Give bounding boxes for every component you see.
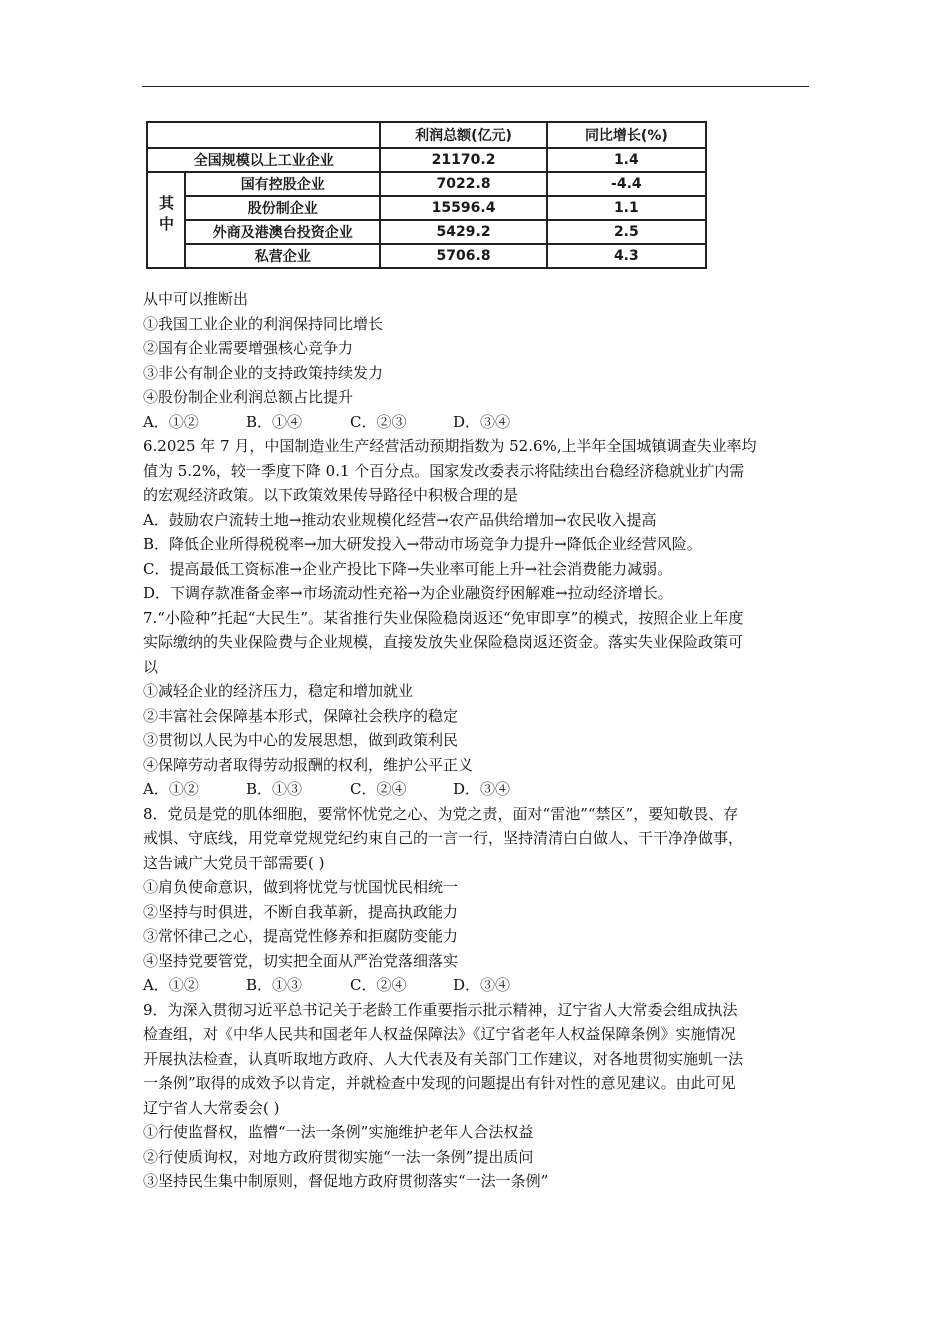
table-cell-name: 全国规模以上工业企业 bbox=[147, 148, 380, 172]
question-text-line: 8．党员是党的肌体细胞，要常怀忧党之心、为党之责，面对“雷池”“禁区”，要知敬畏、存 bbox=[143, 804, 739, 823]
question-9 bbox=[143, 998, 815, 1194]
answer-options bbox=[143, 777, 815, 802]
table-cell-profit: 21170.2 bbox=[380, 148, 546, 172]
question-content bbox=[143, 287, 815, 1194]
table-cell-growth: 1.1 bbox=[547, 196, 706, 220]
option-c[interactable]: C．②④ bbox=[350, 780, 407, 798]
option-a[interactable]: A．①② bbox=[143, 976, 199, 994]
statement-item: ②坚持与时俱进，不断自我革新，提高执政能力 bbox=[143, 902, 459, 921]
answer-options bbox=[143, 973, 815, 998]
question-text-line: 的宏观经济政策。以下政策效果传导路径中积极合理的是 bbox=[143, 486, 519, 504]
table-cell-profit: 5429.2 bbox=[380, 220, 546, 244]
option-c[interactable]: C．②④ bbox=[350, 976, 407, 994]
question-text-line: 9．为深入贯彻习近平总书记关于老龄工作重要指示批示精神，辽宁省人大常委会组成执法 bbox=[143, 1000, 738, 1019]
question-text-line: 这告诫广大党员干部需要( ) bbox=[143, 853, 325, 872]
question-text-line: 辽宁省人大常委会( ) bbox=[143, 1098, 280, 1117]
statement-item: ②丰富社会保障基本形式，保障社会秩序的稳定 bbox=[143, 706, 459, 725]
statement-item: ①肩负使命意识，做到将忧党与忧国忧民相统一 bbox=[143, 878, 459, 896]
answer-options bbox=[143, 410, 815, 435]
group-label-text: 其中 bbox=[157, 195, 176, 237]
header-rule bbox=[142, 86, 809, 87]
table-header-growth: 同比增长(%) bbox=[547, 122, 706, 148]
question-8 bbox=[143, 802, 815, 998]
table-cell-growth: 1.4 bbox=[547, 148, 706, 172]
table-cell-growth: 2.5 bbox=[547, 220, 706, 244]
statement-item: ④坚持党要管党，切实把全面从严治党落细落实 bbox=[143, 951, 459, 970]
table-cell-growth: 4.3 bbox=[547, 244, 706, 268]
option-d[interactable]: D．③④ bbox=[453, 976, 511, 994]
statement-item: ④保障劳动者取得劳动报酬的权利，维护公平正义 bbox=[143, 755, 474, 774]
question-text-line: 7.“小险种”托起“大民生”。某省推行失业保险稳岗返还“免审即享”的模式，按照企业上年度 bbox=[143, 608, 744, 627]
statement-item: ①我国工业企业的利润保持同比增长 bbox=[143, 314, 384, 333]
table-cell-name: 私营企业 bbox=[185, 244, 380, 268]
table-cell-profit: 15596.4 bbox=[380, 196, 546, 220]
table-cell-name: 外商及港澳台投资企业 bbox=[185, 220, 380, 244]
choice-a[interactable]: A．鼓励农户流转土地→推动农业规模化经营→农产品供给增加→农民收入提高 bbox=[143, 510, 657, 529]
table-row bbox=[147, 196, 706, 220]
table-row-total bbox=[147, 148, 706, 172]
question-7 bbox=[143, 606, 815, 802]
table-cell-name: 国有控股企业 bbox=[185, 172, 380, 196]
option-d[interactable]: D．③④ bbox=[453, 780, 511, 798]
question-text-line: 检查组，对《中华人民共和国老年人权益保障法》《辽宁省老年人权益保障条例》实施情况 bbox=[143, 1025, 736, 1043]
table-header-profit: 利润总额(亿元) bbox=[380, 122, 546, 148]
statement-item: ③贯彻以人民为中心的发展思想，做到政策利民 bbox=[143, 731, 459, 749]
table-cell-profit: 7022.8 bbox=[380, 172, 546, 196]
table-cell-growth: -4.4 bbox=[547, 172, 706, 196]
table-row bbox=[147, 220, 706, 244]
statement-item: ③非公有制企业的支持政策持续发力 bbox=[143, 363, 384, 382]
profit-table-container bbox=[146, 121, 707, 269]
option-b[interactable]: B．①③ bbox=[246, 976, 303, 994]
statement-item: ③常怀律己之心，提高党性修养和拒腐防变能力 bbox=[143, 927, 459, 945]
question-text-line: 戒惧、守底线，用党章党规党纪约束自己的一言一行，坚持清清白白做人、干干净净做事， bbox=[143, 829, 744, 847]
question-text-line: 实际缴纳的失业保险费与企业规模，直接发放失业保险稳岗返还资金。落实失业保险政策可 bbox=[143, 633, 744, 651]
table-group-label bbox=[147, 172, 185, 268]
table-header-row bbox=[147, 122, 706, 148]
question-text-line: 6.2025 年 7 月，中国制造业生产经营活动预期指数为 52.6%,上半年全国城镇调查失业率均 bbox=[143, 437, 757, 455]
question-stem: 从中可以推断出 bbox=[143, 290, 249, 308]
question-text-line: 开展执法检查，认真听取地方政府、人大代表及有关部门工作建议，对各地贯彻实施虮一法 bbox=[143, 1049, 744, 1068]
table-cell-profit: 5706.8 bbox=[380, 244, 546, 268]
question-text-line: 值为 5.2%，较一季度下降 0.1 个百分点。国家发改委表示将陆续出台稳经济稳就业扩内需 bbox=[143, 461, 745, 480]
statement-item: ①减轻企业的经济压力，稳定和增加就业 bbox=[143, 682, 414, 700]
choice-c[interactable]: C．提高最低工资标准→企业产投比下降→失业率可能上升→社会消费能力减弱。 bbox=[143, 559, 673, 578]
option-d[interactable]: D．③④ bbox=[453, 412, 511, 431]
question-text-line: 一条例”取得的成效予以肯定，并就检查中发现的问题提出有针对性的意见建议。由此可见 bbox=[143, 1074, 736, 1092]
question-text-line: 以 bbox=[143, 657, 159, 676]
profit-table bbox=[146, 121, 707, 269]
table-row bbox=[147, 172, 706, 196]
option-a[interactable]: A．①② bbox=[143, 780, 199, 798]
question-6 bbox=[143, 434, 815, 606]
table-row bbox=[147, 244, 706, 268]
statement-item: ②国有企业需要增强核心竞争力 bbox=[143, 339, 354, 357]
table-cell-name: 股份制企业 bbox=[185, 196, 380, 220]
statement-item: ④股份制企业利润总额占比提升 bbox=[143, 388, 354, 406]
statement-item: ③坚持民生集中制原则，督促地方政府贯彻落实“一法一条例” bbox=[143, 1172, 549, 1190]
option-c[interactable]: C．②③ bbox=[350, 412, 407, 431]
choice-d[interactable]: D．下调存款准备金率→市场流动性充裕→为企业融资纾困解难→拉动经济增长。 bbox=[143, 584, 673, 602]
table-header-blank bbox=[147, 122, 380, 148]
statement-item: ①行使监督权，监懵“一法一条例”实施维护老年人合法权益 bbox=[143, 1123, 534, 1141]
choice-b[interactable]: B．降低企业所得税税率→加大研发投入→带动市场竞争力提升→降低企业经营风险。 bbox=[143, 535, 702, 553]
question-5 bbox=[143, 287, 815, 434]
option-b[interactable]: B．①③ bbox=[246, 780, 303, 798]
option-b[interactable]: B．①④ bbox=[246, 412, 303, 431]
statement-item: ②行使质询权，对地方政府贯彻实施“一法一条例”提出质问 bbox=[143, 1147, 534, 1166]
option-a[interactable]: A．①② bbox=[143, 412, 199, 431]
